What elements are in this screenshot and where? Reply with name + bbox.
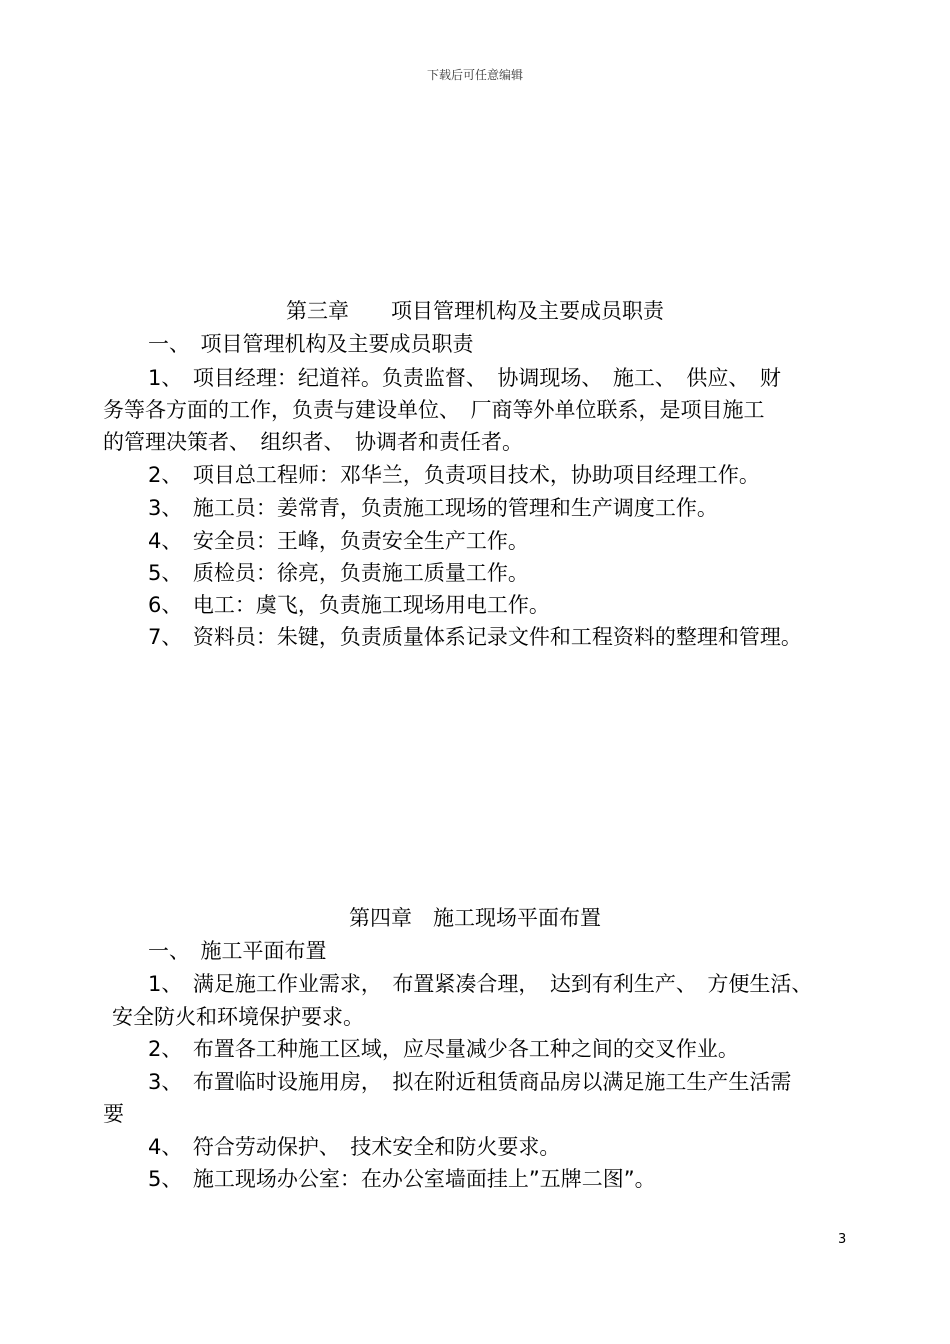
chapter-3-item-3: 3、 施工员：姜常青，负责施工现场的管理和生产调度工作。 bbox=[148, 496, 718, 520]
chapter-4-item-3-line-1: 3、 布置临时设施用房， 拟在附近租赁商品房以满足施工生产生活需 bbox=[148, 1070, 792, 1094]
chapter-3-item-2: 2、 项目总工程师：邓华兰，负责项目技术，协助项目经理工作。 bbox=[148, 463, 760, 487]
chapter-3-item-5: 5、 质检员：徐亮，负责施工质量工作。 bbox=[148, 561, 529, 585]
chapter-3-item-1-line-2: 务等各方面的工作，负责与建设单位、 厂商等外单位联系，是项目施工 bbox=[103, 398, 765, 422]
chapter-3-title: 第三章 项目管理机构及主要成员职责 bbox=[286, 299, 664, 323]
chapter-3-item-4: 4、 安全员：王峰，负责安全生产工作。 bbox=[148, 529, 529, 553]
chapter-4-item-1-line-1: 1、 满足施工作业需求， 布置紧凑合理， 达到有利生产、 方便生活、 bbox=[148, 972, 813, 996]
chapter-3-section-heading: 一、 项目管理机构及主要成员职责 bbox=[148, 332, 474, 356]
page-number: 3 bbox=[838, 1232, 847, 1247]
chapter-4-item-4: 4、 符合劳动保护、 技术安全和防火要求。 bbox=[148, 1135, 561, 1159]
chapter-3-item-7: 7、 资料员：朱键，负责质量体系记录文件和工程资料的整理和管理。 bbox=[148, 625, 802, 649]
chapter-4-item-3-line-2: 要 bbox=[103, 1102, 124, 1126]
chapter-3-item-1-line-1: 1、 项目经理：纪道祥。负责监督、 协调现场、 施工、 供应、 财 bbox=[148, 366, 781, 390]
chapter-4-item-2: 2、 布置各工种施工区域，应尽量减少各工种之间的交叉作业。 bbox=[148, 1037, 739, 1061]
chapter-4-item-5: 5、 施工现场办公室：在办公室墙面挂上”五牌二图”。 bbox=[148, 1167, 656, 1191]
chapter-3-item-1-line-3: 的管理决策者、 组织者、 协调者和责任者。 bbox=[103, 430, 523, 454]
chapter-4-section-heading: 一、 施工平面布置 bbox=[148, 939, 327, 963]
header-note: 下载后可任意编辑 bbox=[426, 68, 523, 82]
chapter-4-title: 第四章 施工现场平面布置 bbox=[349, 906, 601, 930]
chapter-3-item-6: 6、 电工：虞飞，负责施工现场用电工作。 bbox=[148, 593, 550, 617]
chapter-4-item-1-line-2: 安全防火和环境保护要求。 bbox=[112, 1005, 364, 1029]
